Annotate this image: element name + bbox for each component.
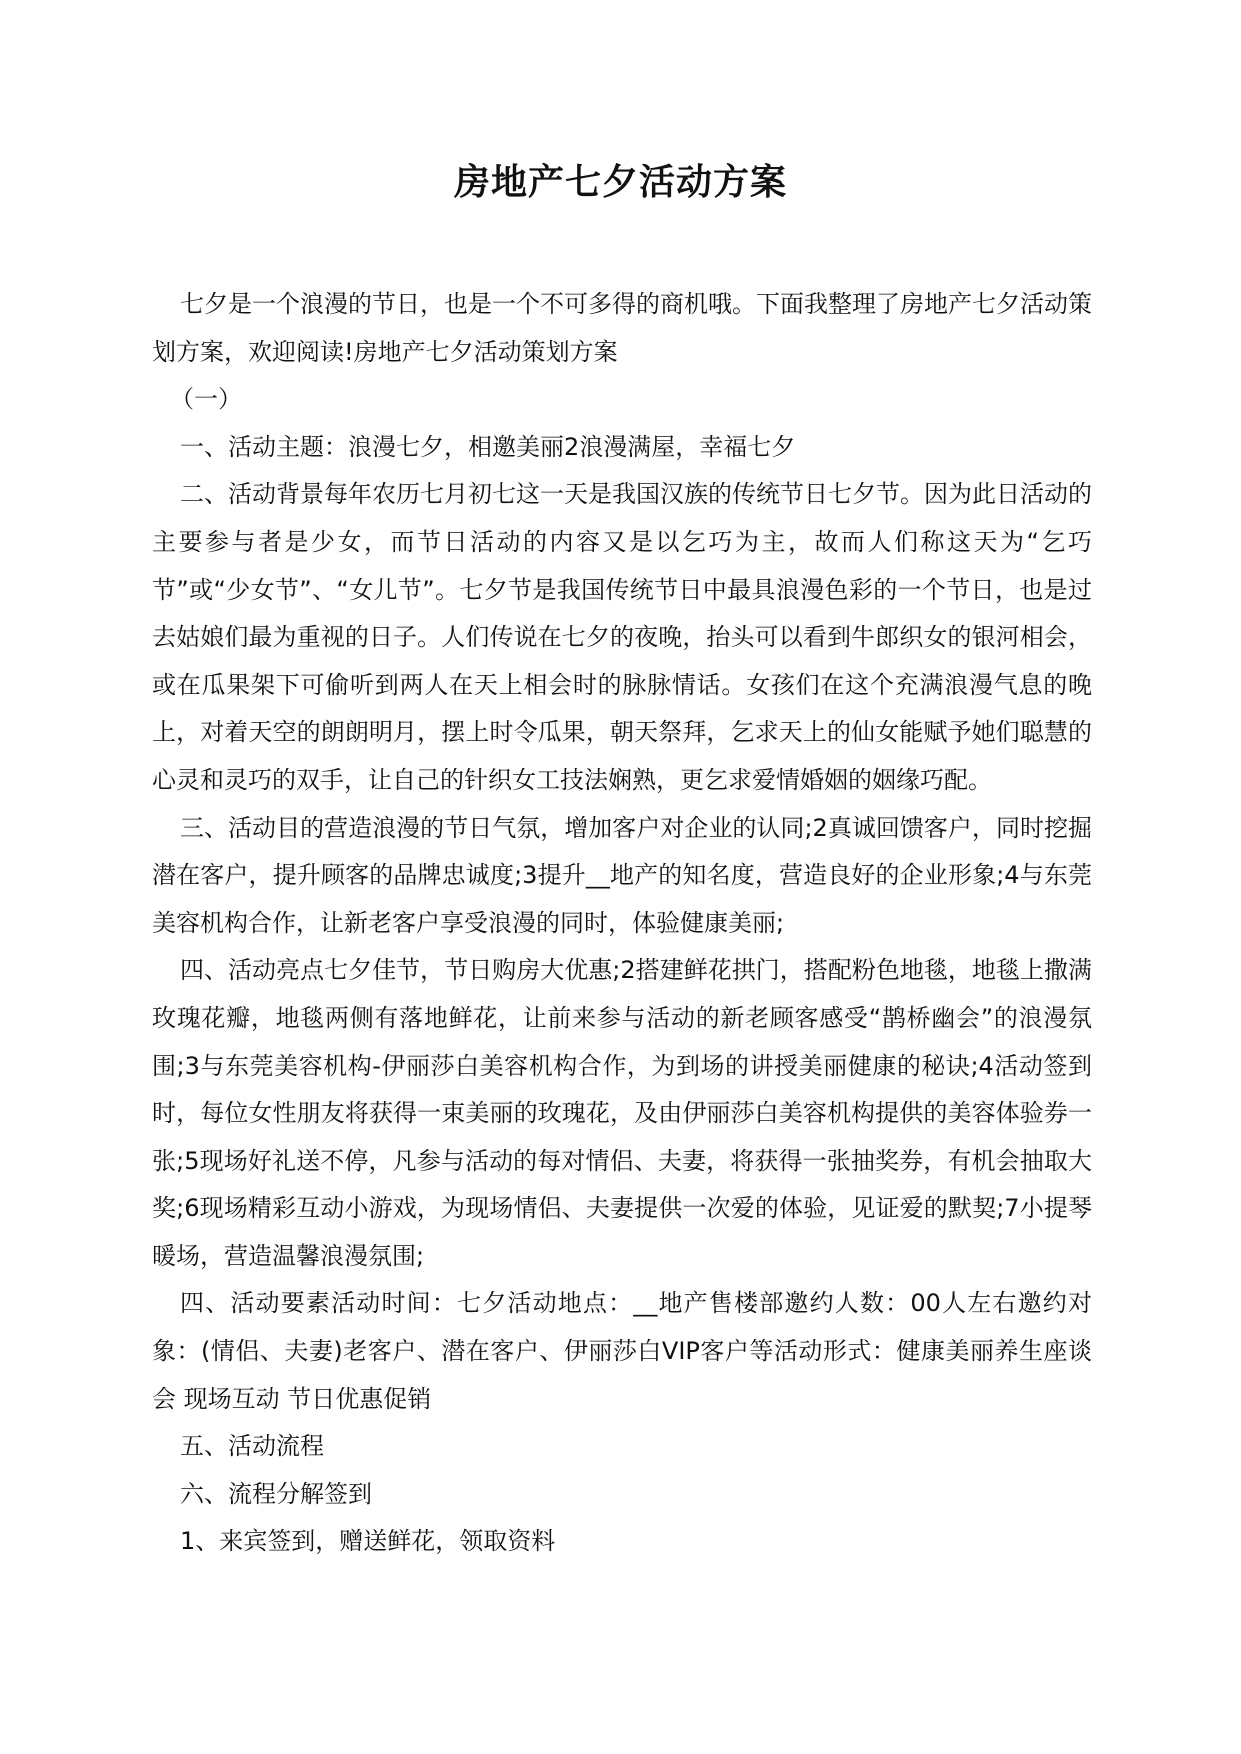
paragraph-purpose: 三、活动目的营造浪漫的节日气氛，增加客户对企业的认同;2真诚回馈客户，同时挖掘潜在客户，提升顾客的品牌忠诚度;3提升__地产的知名度，营造良好的企业形象;4与东莞美容机构合作，让新老客户享受浪漫的同时，体验健康美丽; (152, 813, 1092, 937)
paragraph-highlights: 四、活动亮点七夕佳节，节日购房大优惠;2搭建鲜花拱门，搭配粉色地毯，地毯上撒满玫瑰花瓣，地毯两侧有落地鲜花，让前来参与活动的新老顾客感受“鹊桥幽会”的浪漫氛围;3与东莞美容机构-伊丽莎白美容机构合作，为到场的讲授美丽健康的秘诀;4活动签到时，每位女性朋友将获得一束美丽的玫瑰花，及由伊丽莎白美容机构提供的美容体验券一张;5现场好礼送不停，凡参与活动的每对情侣、夫妻，将获得一张抽奖券，有机会抽取大奖;6现场精彩互动小游戏，为现场情侣、夫妻提供一次爱的体验，见证爱的默契;7小提琴暖场，营造温馨浪漫氛围; (152, 956, 1092, 1270)
paragraph-signin: 1、来宾签到，赠送鲜花，领取资料 (180, 1527, 556, 1556)
document-title: 房地产七夕活动方案 (453, 162, 787, 203)
paragraph-process: 五、活动流程 (180, 1432, 324, 1461)
paragraph-process-breakdown: 六、流程分解签到 (180, 1479, 372, 1508)
paragraph-section-marker: （一） (170, 385, 242, 414)
document-body (152, 281, 1092, 1566)
paragraph-background: 二、活动背景每年农历七月初七这一天是我国汉族的传统节日七夕节。因为此日活动的主要参与者是少女，而节日活动的内容又是以乞巧为主，故而人们称这天为“乞巧节”或“少女节”、“女儿节”。七夕节是我国传统节日中最具浪漫色彩的一个节日，也是过去姑娘们最为重视的日子。人们传说在七夕的夜晚，抬头可以看到牛郎织女的银河相会，或在瓜果架下可偷听到两人在天上相会时的脉脉情话。女孩们在这个充满浪漫气息的晚上，对着天空的朗朗明月，摆上时令瓜果，朝天祭拜，乞求天上的仙女能赋予她们聪慧的心灵和灵巧的双手，让自己的针织女工技法娴熟，更乞求爱情婚姻的姻缘巧配。 (152, 480, 1092, 794)
paragraph-intro: 七夕是一个浪漫的节日，也是一个不可多得的商机哦。下面我整理了房地产七夕活动策划方案，欢迎阅读!房地产七夕活动策划方案 (152, 290, 1092, 366)
paragraph-elements: 四、活动要素活动时间：七夕活动地点：__地产售楼部邀约人数：00人左右邀约对象：(情侣、夫妻)老客户、潜在客户、伊丽莎白VIP客户等活动形式：健康美丽养生座谈会 现场互动 节日优惠促销 (152, 1289, 1092, 1413)
paragraph-theme: 一、活动主题：浪漫七夕，相邀美丽2浪漫满屋，幸福七夕 (180, 432, 796, 461)
